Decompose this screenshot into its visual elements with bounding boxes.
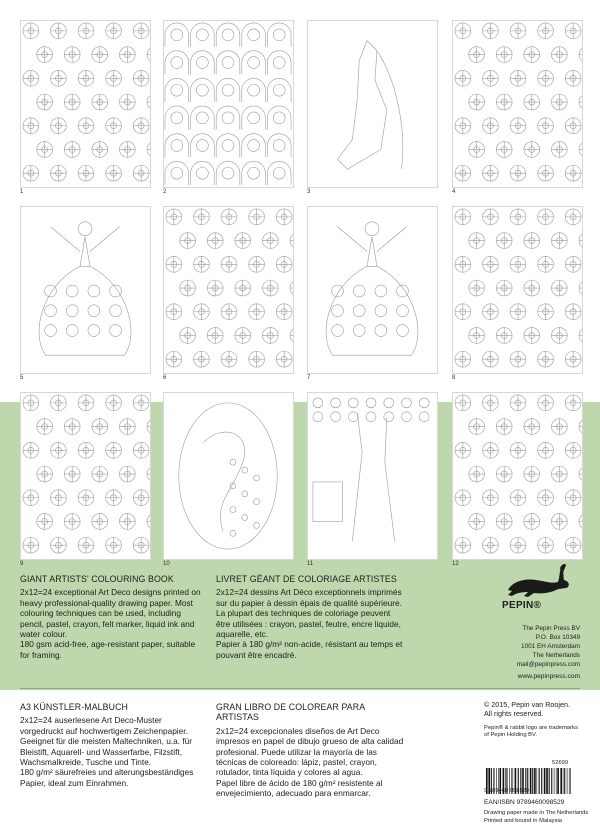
thumbnail-number-8: 8 [452, 375, 456, 381]
thumbnail-number-7: 7 [307, 375, 311, 381]
pepin-wordmark: PEPIN® [502, 600, 542, 611]
design-thumbnail-8 [452, 206, 583, 374]
german-block [20, 702, 205, 788]
thumbnail-number-1: 1 [20, 189, 24, 195]
publisher-name: The Pepin Press BV [522, 625, 580, 632]
german-paragraph-2: 180 g/m² säurefreies und alterungsbeständiges Papier, ideal zum Einrahmen. [20, 767, 194, 788]
english-paragraph-2: 180 gsm acid-free, age-resistant paper, suitable for framing. [20, 639, 196, 660]
rabbit-logo-icon [502, 562, 572, 600]
design-thumbnail-3 [307, 20, 438, 188]
design-thumbnail-5 [20, 206, 151, 374]
publisher-city: 1001 EH Amsterdam [521, 643, 580, 650]
design-thumbnail-11 [307, 392, 438, 560]
thumbnail-number-4: 4 [452, 189, 456, 195]
thumbnail-number-6: 6 [163, 375, 167, 381]
trademark-line: Pepin® & rabbit logo are trademarks of Pepin Holding BV. [484, 724, 578, 739]
publisher-email[interactable]: mail@pepinpress.com [516, 661, 580, 668]
french-paragraph-2: Papier à 180 g/m² non-acide, résistant au temps et pouvant être encadré. [216, 639, 403, 660]
publisher-country: The Netherlands [532, 652, 580, 659]
french-paragraph-1: 2x12=24 dessins Art Déco exceptionnels imprimés sur du papier à dessin épais de qualité supérieure. La plupart des techniques de coloriage peuvent être utilisées : crayon, pastel, feutre, encre liquide, aquarelle, etc. [216, 587, 402, 640]
thumbnail-number-11: 11 [307, 561, 314, 567]
barcode-addon: 52699 [552, 760, 569, 766]
design-thumbnail-6 [163, 206, 294, 374]
ean-isbn: EAN/ISBN 9789460098529 [484, 799, 565, 806]
english-title: GIANT ARTISTS' COLOURING BOOK [20, 574, 174, 584]
design-thumbnail-7 [307, 206, 438, 374]
publisher-url[interactable]: www.pepinpress.com [517, 673, 580, 680]
english-paragraph-1: 2x12=24 exceptional Art Deco designs printed on heavy professional-quality drawing paper. Most colouring techniques can be used, including pencil, pastel, crayon, felt marker, liquid ink and water colour. [20, 587, 201, 640]
spanish-paragraph-2: Papel libre de ácido de 180 g/m² resistente al envejecimiento, adecuado para enmarcar. [216, 777, 383, 799]
design-thumbnail-9 [20, 392, 151, 560]
design-thumbnail-12 [452, 392, 583, 560]
spanish-block [216, 702, 406, 799]
thumbnail-number-3: 3 [307, 189, 311, 195]
design-thumbnail-10 [163, 392, 294, 560]
thumbnail-number-5: 5 [20, 375, 24, 381]
printed-in: Printed and bound in Malaysia [484, 818, 562, 824]
design-thumbnail-4 [452, 20, 583, 188]
french-block [216, 574, 406, 660]
spanish-title: GRAN LIBRO DE COLOREAR PARA ARTISTAS [216, 702, 365, 723]
german-paragraph-1: 2x12=24 auserlesene Art Deco-Muster vorgedruckt auf hochwertigem Zeichenpapier. Geeignet für die meisten Maltechniken, u.a. für Bleistift, Aquarell- und Wasserfarbe, Filzstift, Wachsmalkreide, Tusche und Tinte. [20, 715, 193, 768]
publisher-pobox: P.O. Box 10349 [535, 634, 580, 641]
thumbnail-number-12: 12 [452, 561, 459, 567]
paper-made-in: Drawing paper made in The Netherlands [484, 810, 589, 816]
barcode-digits: 9 789460 098529 [484, 788, 530, 794]
thumbnail-number-2: 2 [163, 189, 167, 195]
divider-line [20, 688, 580, 689]
rights-line: All rights reserved. [484, 709, 544, 719]
publisher-address [517, 624, 580, 669]
legal-block [484, 700, 584, 740]
thumbnail-number-10: 10 [163, 561, 170, 567]
english-block [20, 574, 205, 660]
spanish-paragraph-1: 2x12=24 excepcionales diseños de Art Deco impresos en papel de dibujo grueso de alta calidad profesional. Puede utilizar la mayoría de las técnicas de coloreado: lápiz, pastel, crayon, rotulador, tinta líquida y colores al agua. [216, 725, 404, 778]
design-thumbnail-2 [163, 20, 294, 188]
copyright-line: © 2015, Pepin van Roojen. [484, 700, 571, 709]
thumbnail-number-9: 9 [20, 561, 24, 567]
design-thumbnail-1 [20, 20, 151, 188]
german-title: A3 KÜNSTLER-MALBUCH [20, 702, 128, 712]
french-title: LIVRET GÉANT DE COLORIAGE ARTISTES [216, 574, 397, 584]
